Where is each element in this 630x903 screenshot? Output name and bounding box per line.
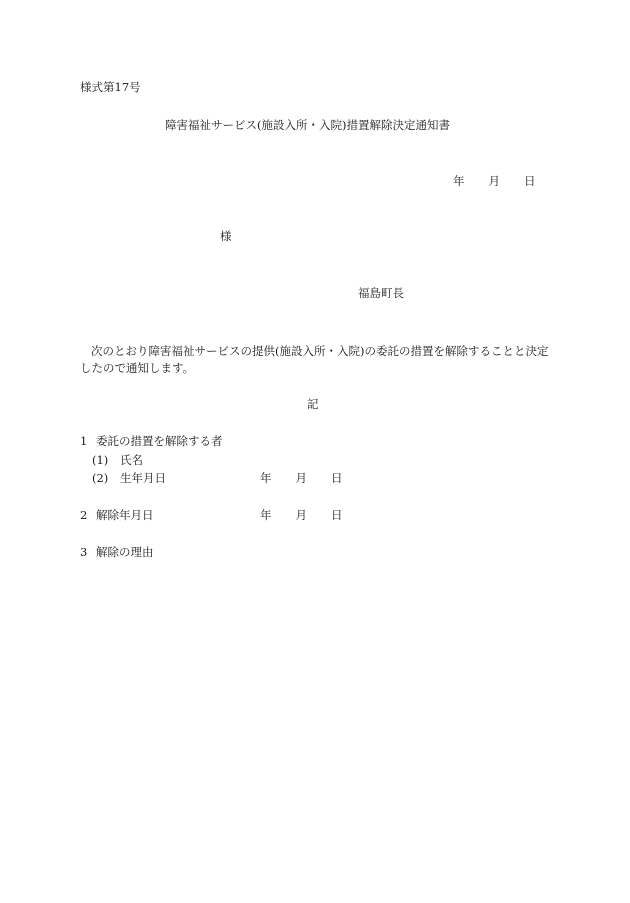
issue-date-year: 年 bbox=[453, 174, 465, 188]
item-3-number: 3 bbox=[80, 545, 88, 559]
item-3 bbox=[80, 547, 154, 559]
form-number: 様式第17号 bbox=[80, 80, 141, 94]
release-date-ymd bbox=[260, 510, 343, 522]
item-2-label: 解除年月日 bbox=[96, 508, 154, 522]
item-2-number: 2 bbox=[80, 508, 88, 522]
item-1 bbox=[80, 436, 223, 448]
item-1-label: 委託の措置を解除する者 bbox=[96, 434, 223, 448]
document-title: 障害福祉サービス(施設入所・入院)措置解除決定通知書 bbox=[165, 118, 450, 132]
issuer-name: 福島町長 bbox=[358, 286, 404, 300]
birthdate-year: 年 bbox=[260, 471, 272, 485]
issue-date-line bbox=[453, 176, 536, 188]
sub-item-1-number: (1) bbox=[92, 453, 109, 467]
item-1-sub-1 bbox=[92, 455, 143, 467]
item-1-sub-2 bbox=[92, 473, 166, 485]
issue-date-day: 日 bbox=[524, 174, 536, 188]
birthdate-day: 日 bbox=[331, 471, 343, 485]
sub-item-2-label: 生年月日 bbox=[120, 471, 166, 485]
item-1-number: 1 bbox=[80, 434, 88, 448]
issue-date-month: 月 bbox=[488, 174, 500, 188]
body-text: 次のとおり障害福祉サービスの提供(施設入所・入院)の委託の措置を解除することと決定したので通知します。 bbox=[80, 344, 549, 375]
release-month: 月 bbox=[295, 508, 307, 522]
birthdate-ymd bbox=[260, 473, 343, 485]
release-year: 年 bbox=[260, 508, 272, 522]
sub-item-1-label: 氏名 bbox=[120, 453, 143, 467]
sub-item-2-number: (2) bbox=[92, 471, 109, 485]
birthdate-month: 月 bbox=[295, 471, 307, 485]
release-day: 日 bbox=[331, 508, 343, 522]
item-3-label: 解除の理由 bbox=[96, 545, 154, 559]
ki-heading: 記 bbox=[307, 397, 319, 411]
item-2 bbox=[80, 510, 154, 522]
recipient-honorific: 様 bbox=[220, 229, 232, 243]
